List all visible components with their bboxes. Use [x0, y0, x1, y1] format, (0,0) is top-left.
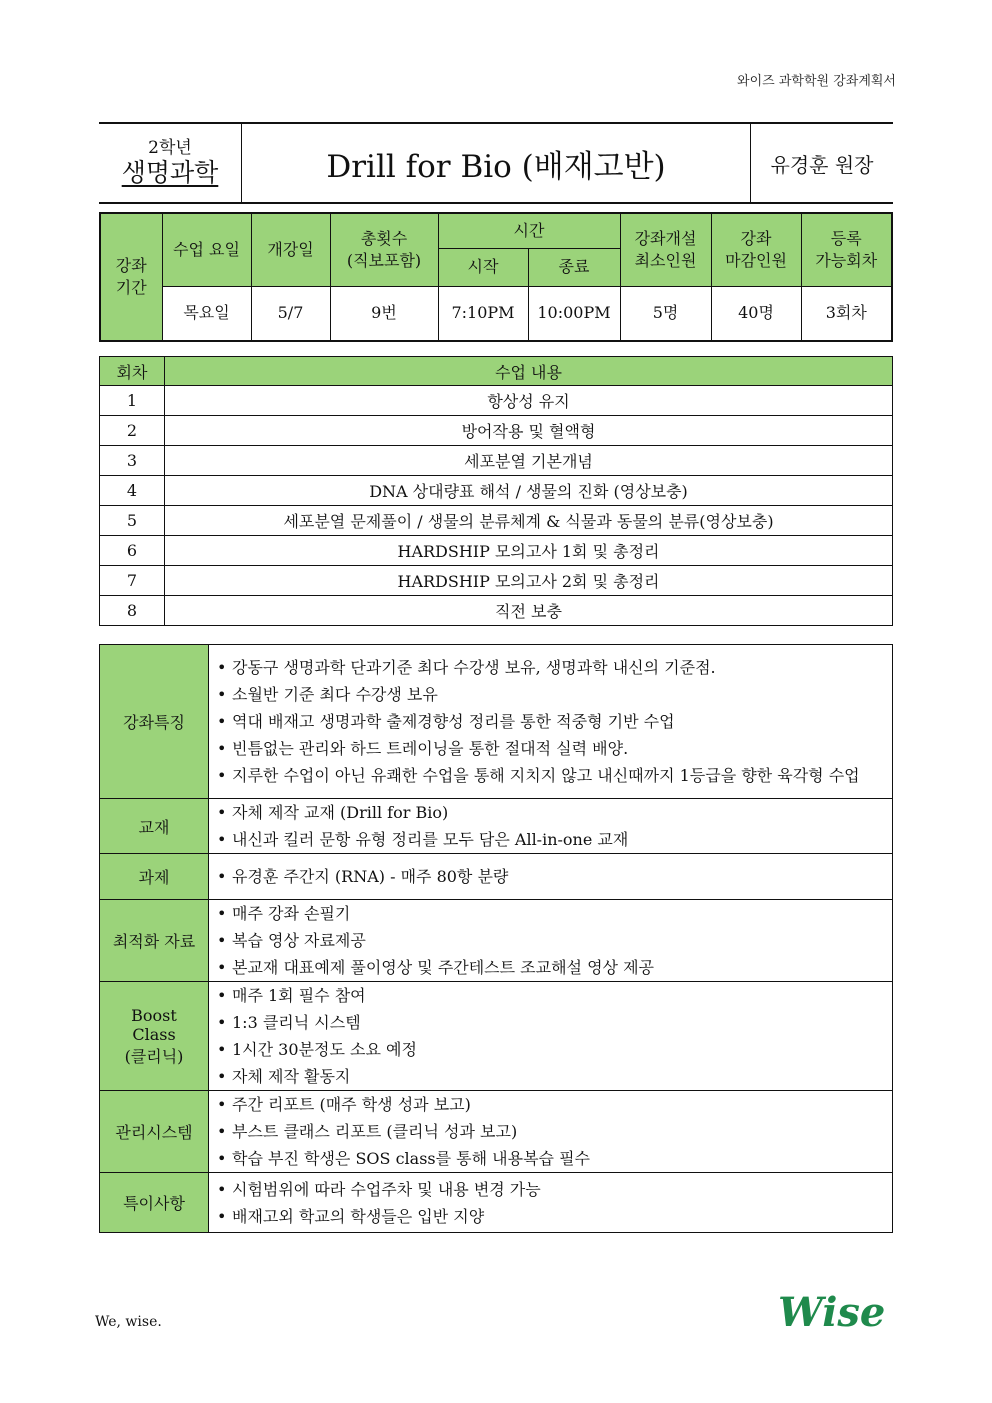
bullet-text: 1:3 클리닉 시스템	[232, 1013, 361, 1032]
session-content: 항상성 유지	[165, 386, 893, 416]
wise-logo-text: Wise	[778, 1289, 886, 1334]
feature-bullet	[217, 681, 884, 708]
bullet-dot: •	[217, 712, 227, 731]
session-number: 2	[100, 416, 165, 446]
bullet-dot: •	[217, 739, 227, 758]
session-number: 4	[100, 476, 165, 506]
session-number: 7	[100, 566, 165, 596]
session-content: 세포분열 기본개념	[165, 446, 893, 476]
wise-logo	[778, 1288, 896, 1334]
bullet-text: 자체 제작 교재 (Drill for Bio)	[232, 803, 449, 822]
feature-bullet	[217, 1091, 884, 1118]
schedule-row	[100, 506, 893, 536]
session-number: 8	[100, 596, 165, 626]
time-end-header: 종료	[528, 248, 620, 286]
feature-label-line: 교재	[138, 817, 170, 837]
max-value: 40명	[711, 286, 801, 341]
feature-label-line: 관리시스템	[115, 1123, 193, 1142]
feature-bullet	[217, 1176, 884, 1203]
feature-bullet	[217, 799, 884, 826]
feature-bullet	[217, 1203, 884, 1230]
period-label-l2: 기간	[115, 278, 147, 297]
course-info-table	[99, 212, 893, 342]
bullet-text: 배재고외 학교의 학생들은 입반 지양	[232, 1206, 485, 1226]
teacher-name: 유경훈 원장	[770, 152, 874, 177]
footer-slogan: We, wise.	[95, 1314, 162, 1330]
day-header: 수업 요일	[162, 213, 251, 286]
feature-row	[100, 982, 893, 1091]
bullet-dot: •	[217, 986, 227, 1005]
feature-label-line: (클리닉)	[124, 1046, 184, 1066]
bullet-text: 유경훈 주간지 (RNA) - 매주 80항 분량	[232, 867, 509, 886]
feature-row	[100, 900, 893, 982]
period-label-l1: 강좌	[115, 256, 147, 275]
min-value: 5명	[620, 286, 711, 341]
min-header-l2: 최소인원	[634, 250, 697, 270]
feature-bullet	[217, 708, 884, 735]
feature-label-line: 강좌특징	[123, 713, 185, 732]
bullet-dot: •	[217, 931, 227, 950]
feature-content	[209, 1173, 893, 1233]
grade-label: 2학년	[148, 138, 192, 158]
title-block	[99, 122, 893, 204]
feature-label-line: 특이사항	[123, 1194, 185, 1213]
total-value: 9번	[330, 286, 438, 341]
feature-bullet	[217, 735, 884, 762]
bullet-dot: •	[217, 1179, 227, 1199]
session-content: DNA 상대량표 해석 / 생물의 진화 (영상보충)	[165, 476, 893, 506]
subject-cell	[99, 124, 242, 202]
max-header	[711, 213, 801, 286]
bullet-text: 부스트 클래스 리포트 (클리닉 성과 보고)	[232, 1122, 518, 1141]
bullet-dot: •	[217, 1040, 227, 1059]
total-header-l2: (직보포함)	[346, 250, 422, 270]
total-header	[330, 213, 438, 286]
features-table	[99, 644, 893, 1233]
feature-bullet	[217, 762, 884, 789]
feature-content	[209, 854, 893, 900]
feature-bullet	[217, 982, 884, 1009]
bullet-dot: •	[217, 803, 227, 822]
bullet-dot: •	[217, 958, 227, 977]
session-number: 3	[100, 446, 165, 476]
bullet-text: 시험범위에 따라 수업주차 및 내용 변경 가능	[232, 1179, 541, 1199]
session-number: 5	[100, 506, 165, 536]
schedule-row	[100, 476, 893, 506]
feature-bullet	[217, 863, 884, 890]
feature-bullet	[217, 1145, 884, 1172]
bullet-dot: •	[217, 867, 227, 886]
session-content: 세포분열 문제풀이 / 생물의 분류체계 & 식물과 동물의 분류(영상보충)	[165, 506, 893, 536]
session-number: 1	[100, 386, 165, 416]
bullet-text: 강동구 생명과학 단과기준 최다 수강생 보유, 생명과학 내신의 기준점.	[232, 658, 716, 677]
bullet-text: 자체 제작 활동지	[232, 1067, 351, 1086]
feature-row	[100, 645, 893, 799]
feature-bullet	[217, 1036, 884, 1063]
time-start-value: 7:10PM	[438, 286, 528, 341]
subject-label: 생명과학	[121, 158, 219, 187]
schedule-row	[100, 416, 893, 446]
feature-label	[100, 645, 209, 799]
session-no-header: 회차	[100, 357, 165, 386]
min-header	[620, 213, 711, 286]
bullet-dot: •	[217, 1013, 227, 1032]
bullet-text: 지루한 수업이 아닌 유쾌한 수업을 통해 지치지 않고 내신때까지 1등급을 향한 육각형 수업	[232, 766, 860, 785]
feature-content	[209, 1091, 893, 1173]
feature-bullet	[217, 900, 884, 927]
session-content: HARDSHIP 모의고사 2회 및 총정리	[165, 566, 893, 596]
reg-header-l2: 가능회차	[815, 250, 878, 270]
feature-bullet	[217, 654, 884, 681]
bullet-dot: •	[217, 1095, 227, 1114]
session-content: HARDSHIP 모의고사 1회 및 총정리	[165, 536, 893, 566]
bullet-dot: •	[217, 904, 227, 923]
feature-row	[100, 1173, 893, 1233]
feature-label	[100, 854, 209, 900]
max-header-l1: 강좌	[740, 228, 772, 248]
reg-header	[801, 213, 892, 286]
feature-bullet	[217, 1063, 884, 1090]
feature-label-line: 과제	[138, 868, 170, 887]
bullet-text: 소월반 기준 최다 수강생 보유	[232, 685, 438, 704]
schedule-row	[100, 566, 893, 596]
bullet-text: 1시간 30분정도 소요 예정	[232, 1040, 417, 1059]
schedule-row	[100, 386, 893, 416]
feature-label	[100, 982, 209, 1091]
feature-row	[100, 1091, 893, 1173]
min-header-l1: 강좌개설	[634, 228, 697, 248]
feature-content	[209, 645, 893, 799]
bullet-dot: •	[217, 1149, 227, 1168]
feature-label	[100, 799, 209, 854]
course-title: Drill for Bio (배재고반)	[242, 124, 751, 202]
bullet-text: 내신과 킬러 문항 유형 정리를 모두 담은 All-in-one 교재	[232, 830, 629, 849]
time-end-value: 10:00PM	[528, 286, 620, 341]
bullet-text: 주간 리포트 (매주 학생 성과 보고)	[232, 1095, 471, 1114]
period-label	[100, 213, 162, 341]
feature-content	[209, 982, 893, 1091]
feature-row	[100, 799, 893, 854]
bullet-text: 매주 1회 필수 참여	[232, 986, 366, 1005]
bullet-text: 학습 부진 학생은 SOS class를 통해 내용복습 필수	[232, 1149, 590, 1168]
session-content: 방어작용 및 혈액형	[165, 416, 893, 446]
feature-label	[100, 900, 209, 982]
feature-content	[209, 900, 893, 982]
bullet-dot: •	[217, 766, 227, 785]
bullet-dot: •	[217, 1206, 227, 1226]
day-value: 목요일	[162, 286, 251, 341]
schedule-row	[100, 446, 893, 476]
feature-bullet	[217, 954, 884, 981]
feature-bullet	[217, 826, 884, 853]
bullet-text: 복습 영상 자료제공	[232, 931, 366, 950]
reg-header-l1: 등록	[830, 228, 862, 248]
feature-content	[209, 799, 893, 854]
max-header-l2: 마감인원	[725, 250, 787, 270]
feature-label-line: 최적화 자료	[112, 932, 196, 951]
total-header-l1: 총횟수	[360, 228, 408, 248]
start-date-header: 개강일	[251, 213, 330, 286]
feature-label-line: Class	[132, 1024, 176, 1044]
bullet-text: 매주 강좌 손필기	[232, 904, 351, 923]
bullet-dot: •	[217, 830, 227, 849]
bullet-text: 역대 배재고 생명과학 출제경향성 정리를 통한 적중형 기반 수업	[232, 712, 675, 731]
schedule-table	[99, 356, 893, 626]
session-content: 직전 보충	[165, 596, 893, 626]
bullet-text: 빈틈없는 관리와 하드 트레이닝을 통한 절대적 실력 배양.	[232, 739, 629, 758]
start-date-value: 5/7	[251, 286, 330, 341]
schedule-row	[100, 596, 893, 626]
session-number: 6	[100, 536, 165, 566]
feature-bullet	[217, 927, 884, 954]
time-header: 시간	[438, 213, 620, 248]
bullet-text: 본교재 대표예제 풀이영상 및 주간테스트 조교해설 영상 제공	[232, 958, 655, 977]
feature-label-line: Boost	[131, 1005, 177, 1025]
feature-label	[100, 1091, 209, 1173]
feature-bullet	[217, 1118, 884, 1145]
session-content-header: 수업 내용	[165, 357, 893, 386]
schedule-row	[100, 536, 893, 566]
feature-row	[100, 854, 893, 900]
feature-bullet	[217, 1009, 884, 1036]
bullet-dot: •	[217, 1122, 227, 1141]
feature-label	[100, 1173, 209, 1233]
reg-value: 3회차	[801, 286, 892, 341]
time-start-header: 시작	[438, 248, 528, 286]
document-header: 와이즈 과학학원 강좌계획서	[737, 74, 896, 89]
bullet-dot: •	[217, 658, 227, 677]
bullet-dot: •	[217, 685, 227, 704]
bullet-dot: •	[217, 1067, 227, 1086]
